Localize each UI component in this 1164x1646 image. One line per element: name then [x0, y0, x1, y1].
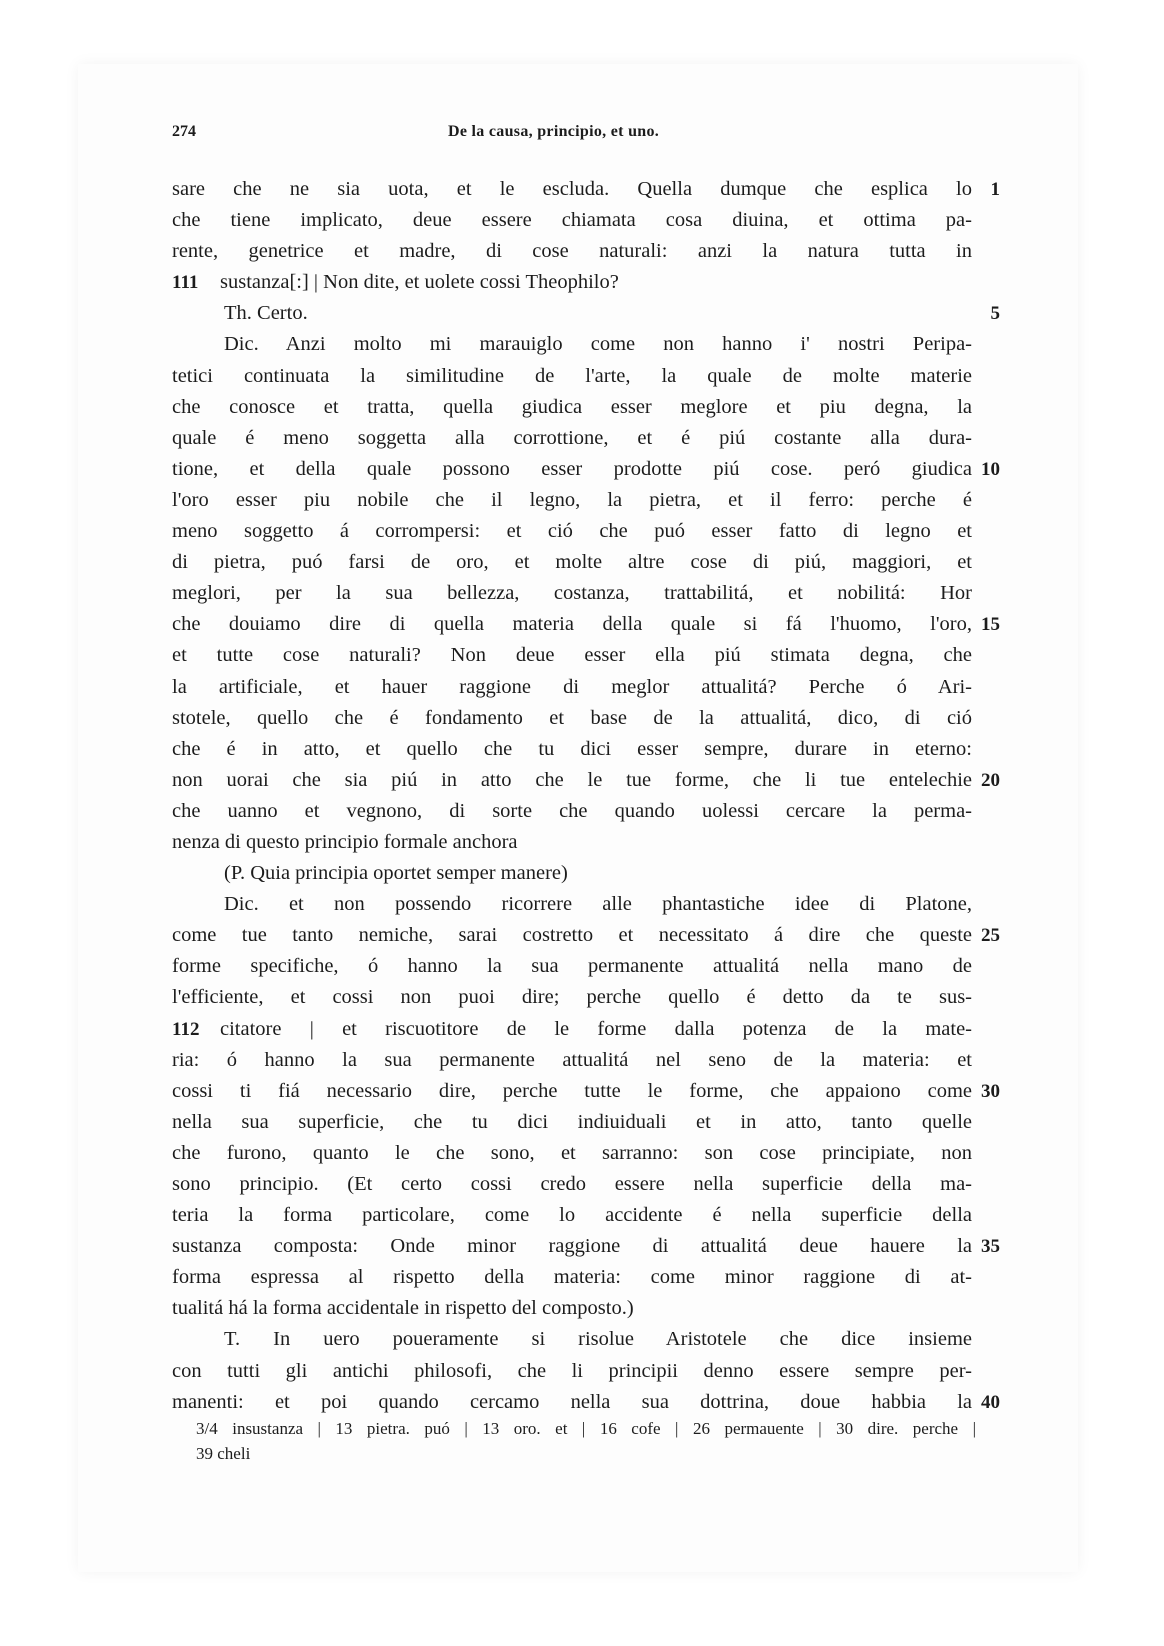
text-line	[0, 1076, 1164, 1107]
line-text: T. In uero poueramente si risolue Aristotele che dice insieme	[224, 1328, 972, 1351]
line-text: sono principio. (Et certo cossi credo essere nella superficie della ma-	[172, 1173, 972, 1195]
line-text: sare che ne sia uota, et le escluda. Quella dumque che esplica lo	[172, 178, 972, 200]
text-line	[0, 1107, 1164, 1138]
text-line	[0, 361, 1164, 392]
line-number: 35	[981, 1236, 1000, 1258]
critical-apparatus	[196, 1416, 976, 1466]
line-text: Dic. Anzi molto mi marauiglo come non hanno i' nostri Peripa-	[224, 333, 972, 356]
text-line	[0, 889, 1164, 920]
line-number: 15	[981, 614, 1000, 636]
text-line	[0, 236, 1164, 267]
margin-reference: 112	[172, 1018, 200, 1040]
line-text: che conosce et tratta, quella giudica esser meglore et piu degna, la	[172, 395, 972, 418]
text-line	[0, 329, 1164, 360]
line-number: 30	[981, 1080, 1000, 1102]
line-text: tione, et della quale possono esser prodotte piú cose. peró giudica	[172, 457, 972, 480]
line-text: che tiene implicato, deue essere chiamata cosa diuina, et ottima pa-	[172, 209, 972, 232]
line-text: la artificiale, et hauer raggione di meglor attualitá? Perche ó Ari-	[172, 675, 972, 698]
text-line	[0, 485, 1164, 516]
line-text: manenti: et poi quando cercamo nella sua dottrina, doue habbia la	[172, 1390, 972, 1413]
text-line	[0, 951, 1164, 982]
line-number: 40	[981, 1391, 1000, 1413]
text-line	[0, 734, 1164, 765]
text-line	[0, 392, 1164, 423]
text-line	[0, 1262, 1164, 1293]
text-line	[0, 1293, 1164, 1324]
line-number: 20	[981, 769, 1000, 791]
text-line	[0, 1169, 1164, 1200]
line-text: rente, genetrice et madre, di cose naturali: anzi la natura tutta in	[172, 240, 972, 263]
footnote-line: 3/4 insustanza | 13 pietra. puó | 13 oro. et | 16 cofe | 26 permauente | 30 dire. perche |	[196, 1419, 976, 1438]
text-line	[0, 609, 1164, 640]
text-line	[0, 1387, 1164, 1418]
line-text: meglori, per la sua bellezza, costanza, trattabilitá, et nobilitá: Hor	[172, 582, 972, 605]
line-text: che uanno et vegnono, di sorte che quando uolessi cercare la perma-	[172, 799, 972, 822]
text-line	[0, 672, 1164, 703]
text-line	[0, 765, 1164, 796]
line-text: quale é meno soggetta alla corrottione, et é piú costante alla dura-	[172, 426, 972, 449]
line-text: l'efficiente, et cossi non puoi dire; perche quello é detto da te sus-	[172, 986, 972, 1009]
text-line	[0, 298, 1164, 329]
text-line	[0, 205, 1164, 236]
line-text: tetici continuata la similitudine de l'arte, la quale de molte materie	[172, 364, 972, 387]
line-number: 10	[981, 458, 1000, 480]
line-text: che é in atto, et quello che tu dici esser sempre, durare in eterno:	[172, 737, 972, 760]
text-line	[0, 827, 1164, 858]
running-title: De la causa, principio, et uno.	[448, 123, 660, 140]
text-line	[0, 640, 1164, 671]
text-line	[0, 1138, 1164, 1169]
line-text: Dic. et non possendo ricorrere alle phantastiche idee di Platone,	[224, 893, 972, 916]
line-text: con tutti gli antichi philosofi, che li principii denno essere sempre per-	[172, 1359, 972, 1382]
line-text: sustanza[:] | Non dite, et uolete cossi Theophilo?	[220, 271, 619, 294]
line-number: 1	[990, 179, 1000, 200]
text-line	[0, 920, 1164, 951]
text-line	[0, 174, 1164, 205]
line-text: tualitá há la forma accidentale in rispetto del composto.)	[172, 1297, 634, 1320]
text-line	[0, 547, 1164, 578]
text-line	[0, 516, 1164, 547]
text-line	[0, 796, 1164, 827]
line-text: l'oro esser piu nobile che il legno, la pietra, et il ferro: perche é	[172, 488, 972, 511]
line-text: citatore | et riscuotitore de le forme dalla potenza de la mate-	[220, 1017, 972, 1040]
line-text: cossi ti fiá necessario dire, perche tutte le forme, che appaiono come	[172, 1079, 972, 1102]
text-line	[0, 267, 1164, 298]
text-line	[0, 454, 1164, 485]
text-line	[0, 423, 1164, 454]
line-text: sustanza composta: Onde minor raggione di attualitá deue hauere la	[172, 1235, 972, 1258]
line-text: che douiamo dire di quella materia della quale si fá l'huomo, l'oro,	[172, 613, 972, 636]
text-line	[0, 1231, 1164, 1262]
body-text	[0, 174, 1164, 1418]
text-line	[0, 578, 1164, 609]
margin-reference: 111	[172, 272, 199, 294]
line-number: 5	[990, 303, 1000, 325]
text-line	[0, 1356, 1164, 1387]
line-text: teria la forma particolare, come lo accidente é nella superficie della	[172, 1204, 972, 1227]
footnote-line: 39 cheli	[196, 1444, 251, 1463]
line-text: (P. Quia principia oportet semper manere)	[224, 862, 568, 885]
line-text: nella sua superficie, che tu dici indiuiduali et in atto, tanto quelle	[172, 1110, 972, 1133]
line-text: come tue tanto nemiche, sarai costretto et necessitato á dire che queste	[172, 924, 972, 947]
line-text: che furono, quanto le che sono, et sarranno: son cose principiate, non	[172, 1141, 972, 1164]
line-text: Th. Certo.	[224, 302, 308, 325]
page-number: 274	[172, 123, 196, 140]
line-number: 25	[981, 925, 1000, 947]
text-line	[0, 1324, 1164, 1355]
line-text: ria: ó hanno la sua permanente attualitá nel seno de la materia: et	[172, 1048, 972, 1071]
text-line	[0, 982, 1164, 1013]
text-line	[0, 1045, 1164, 1076]
text-line	[0, 1014, 1164, 1045]
line-text: non uorai che sia piú in atto che le tue forme, che li tue entelechie	[172, 768, 972, 791]
line-text: di pietra, puó farsi de oro, et molte altre cose di piú, maggiori, et	[172, 551, 972, 574]
line-text: meno soggetto á corrompersi: et ció che puó esser fatto di legno et	[172, 520, 972, 543]
line-text: et tutte cose naturali? Non deue esser ella piú stimata degna, che	[172, 644, 972, 667]
page-header	[172, 123, 962, 149]
text-line	[0, 703, 1164, 734]
text-line	[0, 858, 1164, 889]
line-text: nenza di questo principio formale anchora	[172, 830, 518, 853]
line-text: forma espressa al rispetto della materia: come minor raggione di at-	[172, 1266, 972, 1289]
line-text: forme specifiche, ó hanno la sua permanente attualitá nella mano de	[172, 955, 972, 978]
text-line	[0, 1200, 1164, 1231]
line-text: stotele, quello che é fondamento et base de la attualitá, dico, di ció	[172, 706, 972, 729]
